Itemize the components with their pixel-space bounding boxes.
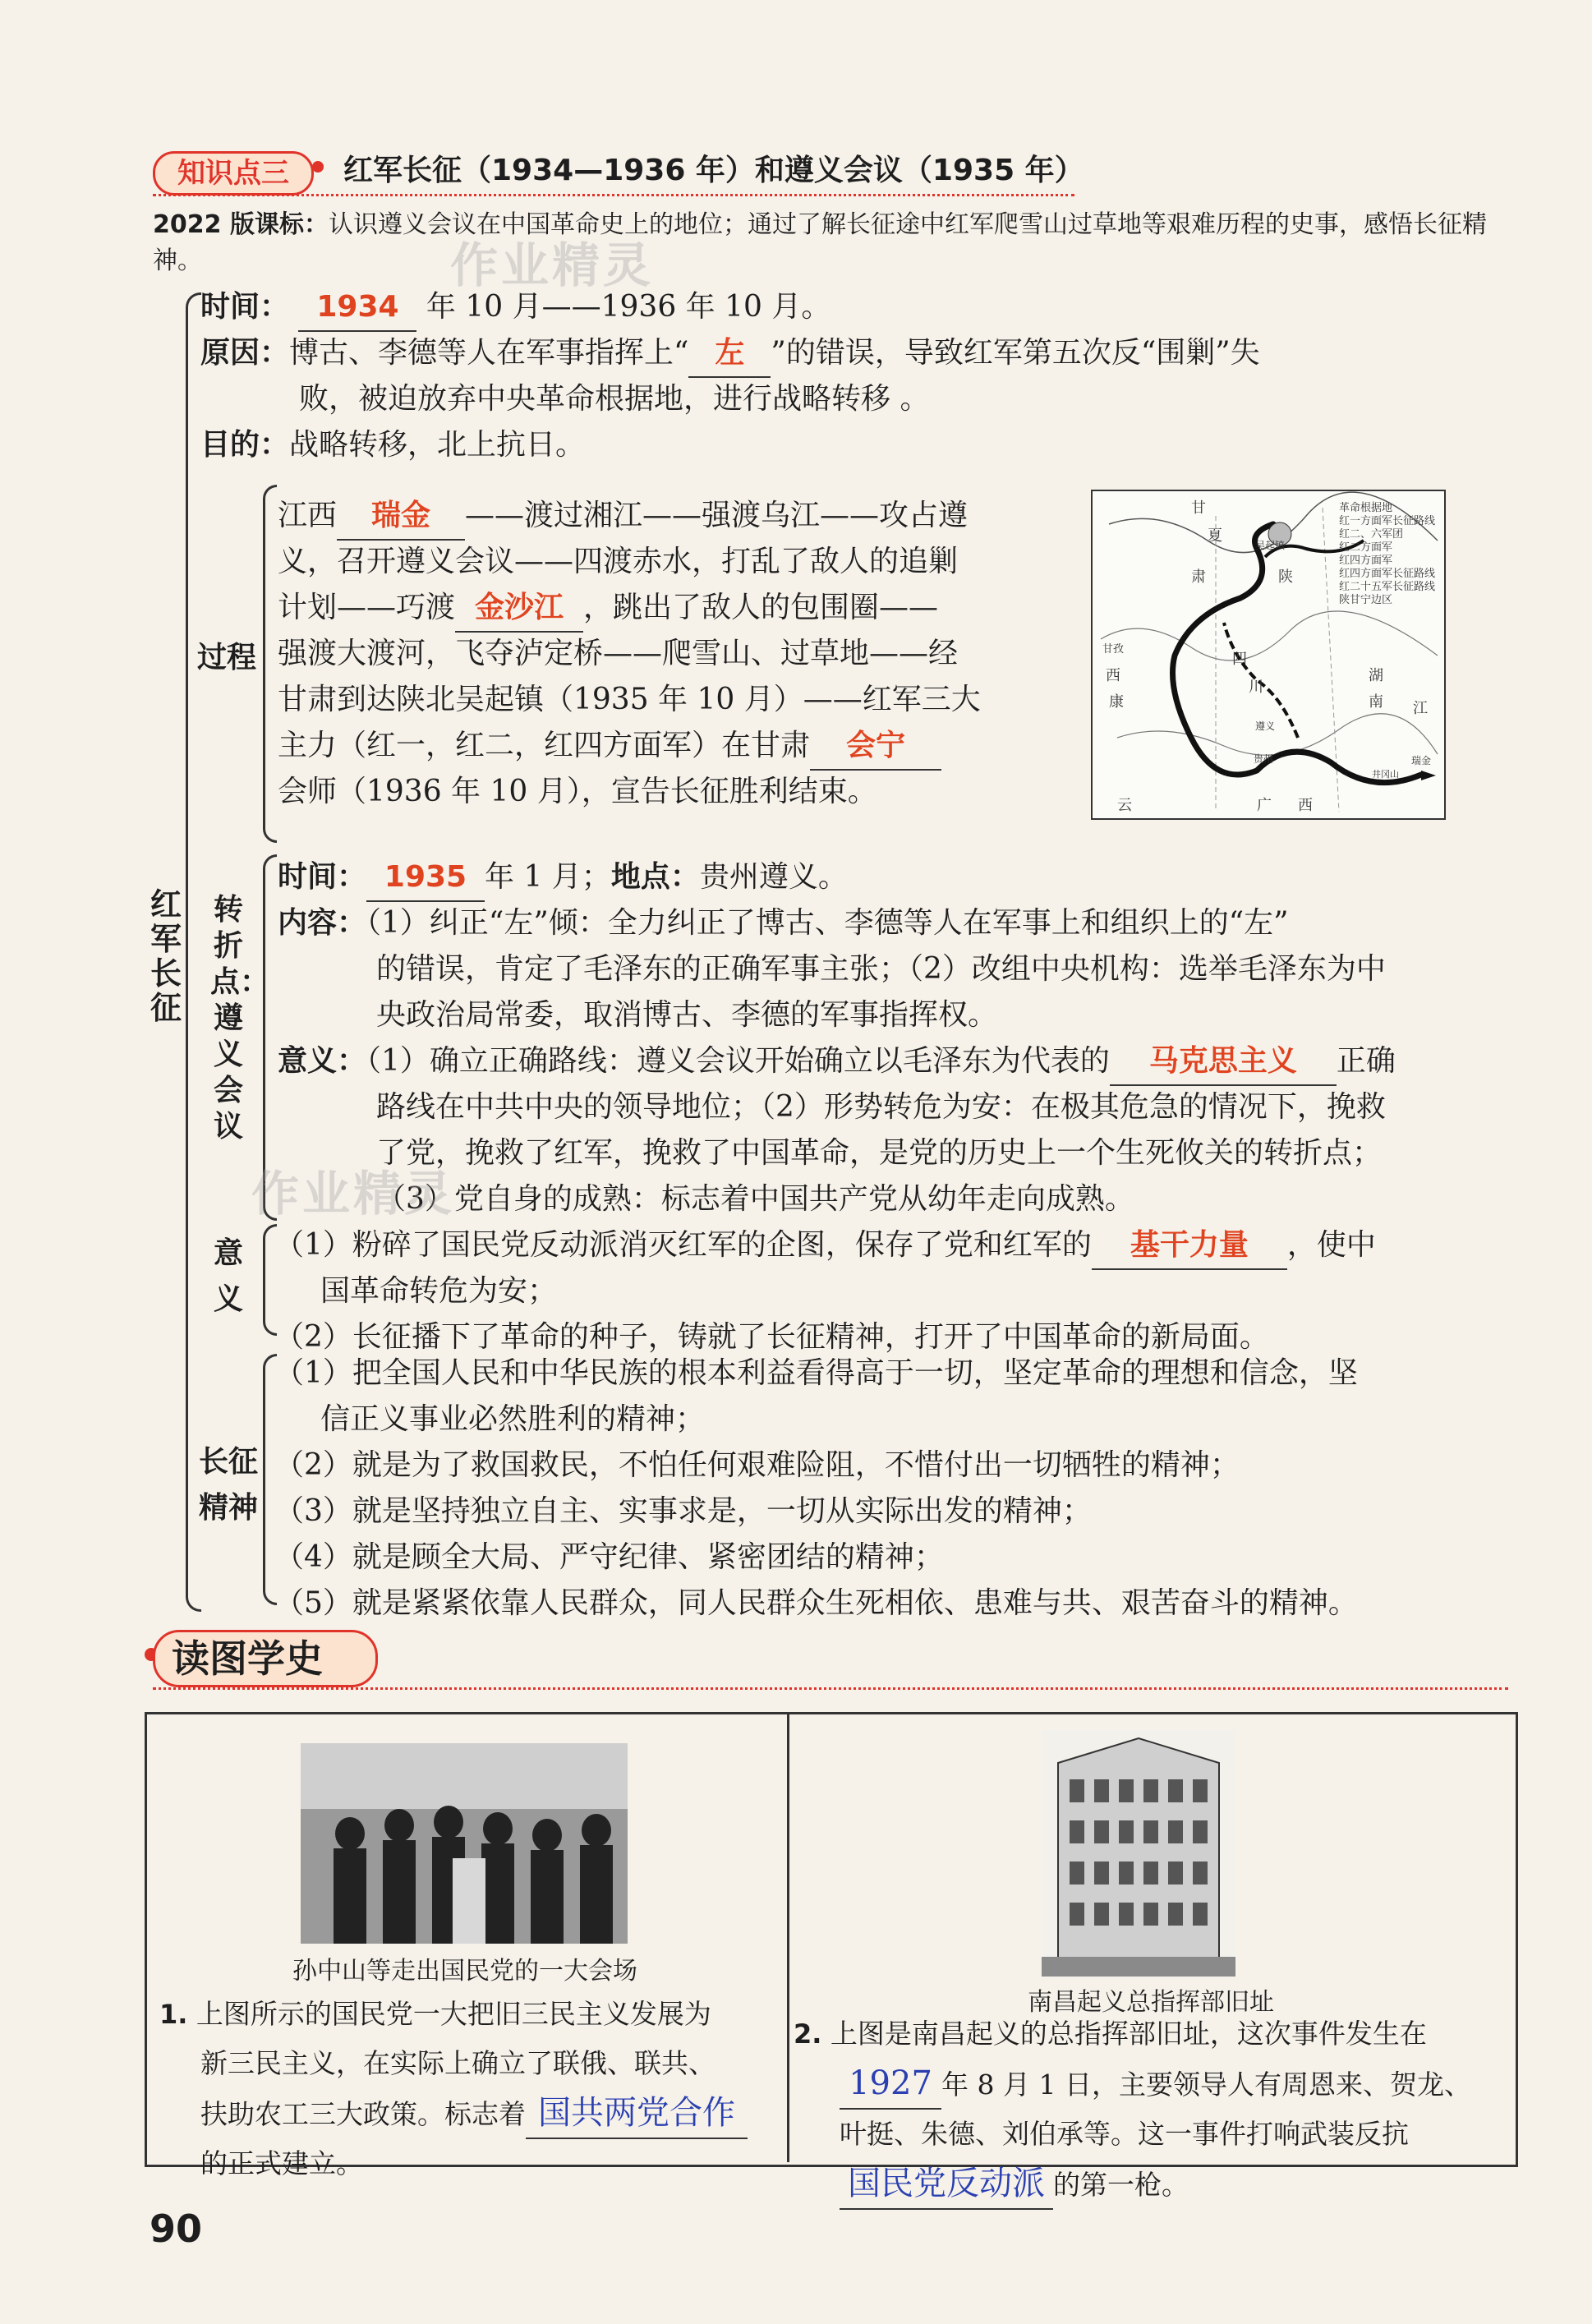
- map-place-ruijin: 瑞金: [1411, 755, 1432, 766]
- time-text: 年 10 月——1936 年 10 月。: [426, 290, 831, 324]
- process-blank-huining: 会宁: [810, 723, 941, 771]
- turning-content-row: [278, 900, 1289, 946]
- significance-l1-post: ，使中: [1286, 1228, 1376, 1262]
- map-place-shaan: 陕: [1278, 568, 1293, 586]
- time-blank: 1934: [298, 284, 416, 332]
- left-question: [159, 1990, 784, 2188]
- cause-label: 原因：: [200, 336, 290, 370]
- turning-sig-blank-marxism: 马克思主义: [1110, 1038, 1337, 1086]
- turning-content-l3: 央政治局常委，取消博古、李德的军事指挥权。: [376, 998, 998, 1032]
- process-line-5: 甘肃到达陕北吴起镇（1935 年 10 月）——红军三大: [278, 683, 981, 716]
- turning-place: 贵州遵义。: [699, 860, 848, 894]
- map-place-wuqizhen: 吴起镇: [1255, 540, 1286, 551]
- left-q-l4: 的正式建立。: [200, 2147, 363, 2179]
- turning-sig-l2: 路线在中共中央的领导地位；（2）形势转危为安：在极其危急的情况下，挽救: [376, 1090, 1386, 1124]
- spirit-item-1-cont: 信正义事业必然胜利的精神；: [320, 1402, 706, 1436]
- map-place-xi2: 西: [1298, 797, 1313, 814]
- map-place-xi: 西: [1106, 667, 1120, 684]
- map-legend-4: 红四方面军: [1339, 555, 1393, 567]
- map-place-chuan: 川: [1249, 679, 1263, 696]
- process-blank-ruijin: 瑞金: [337, 493, 465, 541]
- left-q-l1: 上图所示的国民党一大把旧三民主义发展为: [196, 1998, 711, 2030]
- right-caption: 南昌起义总指挥部旧址: [1028, 1988, 1274, 2017]
- read-section-badge: 读图学史: [153, 1630, 378, 1687]
- map-place-si: 四: [1232, 651, 1247, 668]
- time-label: 时间：: [200, 290, 290, 324]
- right-q-blank-year: 1927: [840, 2059, 941, 2110]
- map-legend-0: 革命根据地: [1339, 502, 1393, 514]
- map-legend-7: 陕甘宁边区: [1339, 594, 1393, 606]
- left-q-blank: 国共两党合作: [526, 2088, 748, 2139]
- process-l3-pre: 计划——巧渡: [278, 591, 456, 624]
- process-blank-jinshajiang: 金沙江: [455, 585, 583, 633]
- turning-place-label: 地点：: [610, 860, 700, 894]
- turning-time-row: [278, 854, 848, 902]
- left-caption: 孙中山等走出国民党的一大会场: [292, 1957, 637, 1986]
- cause-line2: 败，被迫放弃中央革命根据地，进行战略转移 。: [299, 382, 930, 416]
- read-divider: [153, 1687, 1508, 1690]
- title-divider: [153, 194, 1074, 196]
- process-l3-post: ，跳出了敌人的包围圈——: [583, 591, 939, 624]
- standard-label: 2022 版课标：: [153, 210, 329, 239]
- turning-time-post: 年 1 月；: [485, 860, 611, 894]
- turning-sig-l1-post: 正确: [1336, 1044, 1396, 1078]
- map-legend-5: 红四方面军长征路线: [1339, 568, 1436, 580]
- significance-row-2: 国革命转危为安；: [320, 1274, 558, 1308]
- long-march-map: [1091, 490, 1446, 820]
- map-place-xia: 夏: [1208, 527, 1222, 545]
- significance-row-1: [274, 1222, 1376, 1270]
- goal-row: [200, 422, 585, 468]
- photo-nanchang-hq: [1042, 1730, 1235, 1977]
- time-row: [200, 284, 831, 332]
- main-label-long-march: 红军长征: [150, 886, 182, 1026]
- turning-content-label: 内容：: [278, 906, 367, 940]
- significance-row-3: （2）长征播下了革命的种子，铸就了长征精神，打开了中国革命的新局面。: [274, 1320, 1269, 1354]
- process-label: 过程: [197, 641, 257, 674]
- process-line-6: [278, 723, 941, 771]
- turning-label: 转折点：遵义会议: [210, 893, 270, 1144]
- process-l6-pre: 主力（红一，红二，红四方面军）在甘肃: [278, 729, 811, 762]
- spirit-item-5: （5）就是紧紧依靠人民群众，同人民群众生死相依、患难与共、艰苦奋斗的精神。: [274, 1586, 1358, 1620]
- left-q-l2: 新三民主义，在实际上确立了联俄、联共、: [200, 2047, 715, 2079]
- main-brace: [186, 292, 201, 1612]
- significance-l1-pre: （1）粉碎了国民党反动派消灭红军的企图，保存了党和红军的: [274, 1228, 1092, 1262]
- map-legend-6: 红二十五军长征路线: [1339, 581, 1436, 593]
- cause-post: ”的错误，导致红军第五次反“围剿”失: [771, 336, 1260, 370]
- right-q-l2-post: 年 8 月 1 日，主要领导人有周恩来、贺龙、: [941, 2069, 1471, 2101]
- map-place-jinggangshan: 井冈山: [1372, 769, 1399, 780]
- map-place-gan: 甘: [1191, 499, 1206, 517]
- significance-label: 意义: [213, 1236, 243, 1316]
- spirit-item-1: （1）把全国人民和中华民族的根本利益看得高于一切，坚定革命的理想和信念，坚: [274, 1356, 1358, 1390]
- left-q-num: 1.: [159, 1999, 188, 2030]
- curriculum-standard: [153, 207, 1500, 279]
- process-line-7: 会师（1936 年 10 月），宣告长征胜利结束。: [278, 775, 877, 808]
- process-l1-post: ——渡过湘江——强渡乌江——攻占遵: [465, 499, 969, 532]
- map-place-hu: 湖: [1369, 667, 1383, 684]
- badge-dot-icon: [312, 161, 324, 173]
- map-place-guang: 广: [1257, 797, 1272, 814]
- right-q-l3: 叶挺、朱德、刘伯承等。这一事件打响武装反抗: [840, 2118, 1409, 2150]
- process-line-4: 强渡大渡河，飞夺泸定桥——爬雪山、过草地——经: [278, 637, 959, 670]
- right-q-blank-kmt: 国民党反动派: [840, 2159, 1053, 2210]
- cause-row: [200, 330, 1260, 378]
- left-q-l3-pre: 扶助农工三大政策。标志着: [200, 2098, 526, 2130]
- process-l1-pre: 江西: [278, 499, 338, 532]
- map-place-ganzi: 甘孜: [1102, 643, 1125, 656]
- section-title: 红军长征（1934—1936 年）和遵义会议（1935 年）: [343, 154, 1084, 187]
- page-number: 90: [150, 2207, 203, 2251]
- right-question: [794, 2009, 1508, 2210]
- photo-people-graphic: [301, 1743, 628, 1944]
- process-line-1: [278, 493, 968, 541]
- standard-text: 认识遵义会议在中国革命史上的地位；通过了解长征途中红军爬雪山过草地等艰难历程的史事，感悟长征精神。: [153, 210, 1487, 275]
- turning-sig-l1-pre: （1）确立正确路线：遵义会议开始确立以毛泽东为代表的: [366, 1044, 1110, 1078]
- map-place-yun: 云: [1117, 797, 1132, 814]
- turning-sig-label: 意义：: [278, 1044, 367, 1078]
- process-line-2: 义，召开遵义会议——四渡赤水，打乱了敌人的追剿: [278, 545, 959, 578]
- map-place-jiang: 江: [1413, 700, 1428, 717]
- right-q-num: 2.: [794, 2018, 822, 2050]
- turning-sig-l4: （3）党自身的成熟：标志着中国共产党从幼年走向成熟。: [376, 1182, 1134, 1216]
- goal-text: 战略转移，北上抗日。: [289, 428, 586, 462]
- cause-pre: 博古、李德等人在军事指挥上“: [289, 336, 689, 370]
- read-panel-divider: [787, 1712, 789, 2162]
- building-graphic: [1042, 1730, 1235, 1977]
- map-place-guizhou: 贵州: [1254, 753, 1274, 765]
- map-place-kang: 康: [1109, 693, 1124, 711]
- map-legend-3: 红二方面军: [1339, 541, 1393, 554]
- turning-content-l1: （1）纠正“左”倾：全力纠正了博古、李德等人在军事上和组织上的“左”: [366, 906, 1289, 940]
- spirit-label: 长征精神: [198, 1445, 258, 1525]
- watermark: 作业精灵: [450, 237, 655, 293]
- map-legend-2: 红二、六军团: [1339, 528, 1404, 541]
- turning-time-label: 时间：: [278, 860, 367, 894]
- map-place-su: 肃: [1191, 568, 1206, 586]
- process-brace: [263, 485, 277, 843]
- map-graphic: [1093, 491, 1444, 818]
- turning-sig-row: [278, 1038, 1396, 1086]
- spirit-item-3: （3）就是坚持独立自主、实事求是，一切从实际出发的精神；: [274, 1494, 1092, 1528]
- map-legend-1: 红一方面军长征路线: [1339, 515, 1436, 527]
- spirit-item-2: （2）就是为了救国救民，不怕任何艰难险阻，不惜付出一切牺牲的精神；: [274, 1448, 1240, 1482]
- map-place-nan: 南: [1369, 693, 1383, 711]
- turning-content-l2: 的错误，肯定了毛泽东的正确军事主张；（2）改组中央机构：选举毛泽东为中: [376, 952, 1386, 986]
- turning-sig-l3: 了党，挽救了红军，挽救了中国革命，是党的历史上一个生死攸关的转折点；: [376, 1136, 1383, 1170]
- significance-blank-force: 基干力量: [1092, 1222, 1287, 1270]
- right-q-l4-post: 的第一枪。: [1053, 2169, 1189, 2201]
- right-q-l1: 上图是南昌起义的总指挥部旧址，这次事件发生在: [830, 2018, 1427, 2050]
- cause-blank: 左: [688, 330, 771, 378]
- turning-time-blank: 1935: [366, 854, 485, 902]
- photo-kmt-congress: [301, 1743, 628, 1944]
- watermark-2: 作业精灵: [251, 1166, 456, 1222]
- process-line-3: [278, 585, 938, 633]
- goal-label: 目的：: [200, 428, 290, 462]
- knowledge-point-badge: 知识点三: [153, 151, 314, 196]
- map-place-zunyi: 遵义: [1255, 720, 1276, 732]
- spirit-item-4: （4）就是顾全大局、严守纪律、紧密团结的精神；: [274, 1540, 944, 1574]
